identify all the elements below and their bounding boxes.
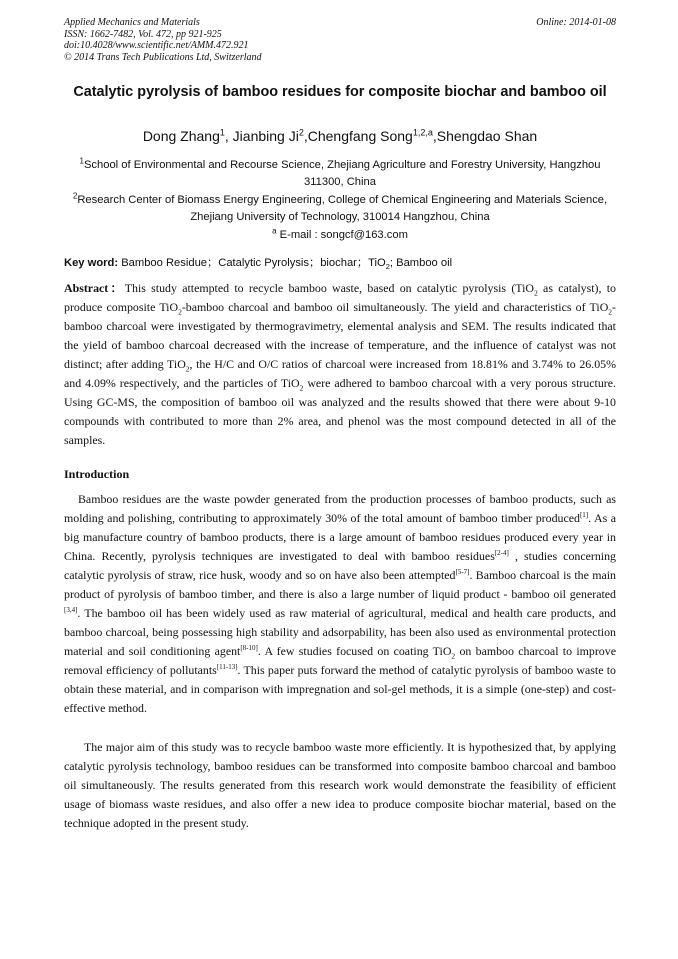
body-text: Bamboo residues are the waste powder generated from the production processes of bamboo products, such as molding and polishing, contributing to approximately 30% of the total amount of bamboo timber produced: [64, 492, 616, 525]
affiliation-2: [64, 192, 616, 226]
body-text: . Bamboo charcoal is the main product of pyrolysis of bamboo timber, and there is also a large number of liquid product - bamboo oil generated: [64, 568, 616, 601]
abstract-text: were adhered to bamboo charcoal with a very porous structure. Using GC-MS, the composition of bamboo oil was analyzed and the results showed that there were about 9-10 compounds with contributed to more than 2% area, and phenol was the most compound detected in all of the samples.: [64, 376, 617, 447]
body-text: . The bamboo oil has been widely used as raw material of agricultural, medical and health care products, and bamboo charcoal, being possessing high stability and adsorpability, has been also used as environmental protection material and soil conditioning agent: [64, 606, 616, 658]
corresponding-email: [64, 227, 616, 244]
paper-title: Catalytic pyrolysis of bamboo residues for composite biochar and bamboo oil: [73, 84, 607, 100]
keywords: [64, 256, 616, 270]
abstract-text: as catalyst), to produce composite TiO: [64, 281, 616, 314]
keyword: biochar: [320, 257, 357, 269]
subscript: 2: [185, 364, 190, 374]
citation-ref: [5-7]: [455, 568, 470, 577]
affiliation-text: Research Center of Biomass Energy Engineering, College of Chemical Engineering and Materials Science, Zhejiang University of Technology, 310014 Hangzhou, China: [77, 194, 608, 223]
subscript: 2: [299, 383, 304, 393]
author-name: Chengfang Song: [307, 128, 413, 144]
citation-ref: [8-10]: [240, 644, 258, 653]
author-separator: ,: [224, 128, 233, 144]
abstract-paragraph: [64, 279, 616, 450]
author-separator: ,: [303, 128, 308, 144]
author-list: [64, 127, 616, 145]
section-heading-introduction: Introduction: [64, 467, 130, 481]
keyword-separator: ；: [356, 257, 369, 269]
abstract-text: , the H/C and O/C ratios of charcoal were increased from 18.81% and 3.74% to 26.05% and 4.09% respectively, and the particles of TiO: [64, 357, 616, 390]
body-text: on bamboo charcoal to improve removal efficiency of pollutants: [64, 644, 616, 677]
email-text: E-mail : songcf@163.com: [279, 229, 408, 241]
keyword: ; Bamboo oil: [389, 257, 453, 269]
citation-ref: [3,4]: [64, 606, 78, 615]
affiliation-1: [64, 157, 616, 191]
author-separator: ,: [432, 128, 437, 144]
author-affiliation-mark: 1,2,a: [412, 127, 433, 138]
abstract-text: This study attempted to recycle bamboo waste, based on catalytic pyrolysis (TiO: [124, 281, 535, 295]
author-name: Dong Zhang: [142, 128, 220, 144]
author-name: Shengdao Shan: [436, 128, 538, 144]
journal-name: Applied Mechanics and Materials: [64, 17, 200, 28]
author-name: Jianbing Ji: [232, 128, 299, 144]
abstract-text: -bamboo charcoal and bamboo oil simultaneously. The yield and characteristics of TiO: [181, 300, 609, 314]
copyright-line: © 2014 Trans Tech Publications Ltd, Switzerland: [64, 51, 262, 63]
body-text: , studies concerning catalytic pyrolysis of straw, rice husk, woody and so on have also been attempted: [64, 549, 617, 582]
abstract-text: -bamboo charcoal were investigated by thermogravimetry, elemental analysis and SEM. The results indicated that the yield of bamboo charcoal decreased with the increase of temperature, and the influence of catalyst was not distinct; after adding TiO: [64, 300, 616, 371]
affiliation-text: School of Environmental and Recourse Science, Zhejiang Agriculture and Forestry University, Hangzhou 311300, China: [83, 159, 601, 188]
subscript: 2: [178, 307, 182, 317]
keywords-label: Key word:: [64, 257, 119, 269]
doi-line: doi:10.4028/www.scientific.net/AMM.472.921: [64, 40, 249, 52]
online-date: Online: 2014-01-08: [536, 17, 616, 28]
keyword-subscript: 2: [385, 262, 390, 272]
body-text: . As a big manufacture country of bamboo products, there is a large amount of bamboo residues produced every year in China. Recently, pyrolysis techniques are investigated to deal with bamboo residues: [64, 511, 616, 563]
keyword-separator: ；: [309, 257, 321, 269]
introduction-paragraph-1: [64, 490, 616, 718]
author-affiliation-mark: 2: [298, 127, 304, 138]
affiliation-mark: 1: [79, 156, 84, 166]
citation-ref: [11-13]: [216, 663, 238, 672]
journal-header: [64, 17, 616, 63]
author-affiliation-mark: 1: [219, 127, 225, 138]
body-text: . A few studies focused on coating TiO: [257, 644, 452, 658]
issn-line: ISSN: 1662-7482, Vol. 472, pp 921-925: [64, 28, 222, 40]
subscript: 2: [451, 651, 456, 661]
introduction-paragraph-2: The major aim of this study was to recycle bamboo waste more efficiently. It is hypothesized that, by applying catalytic pyrolysis technology, bamboo residues can be transformed into composite bamboo charcoal and bamboo oil simultaneously. The results generated from this research work would demonstrate the feasibility of efficient usage of biomass waste residues, and also offer a new idea to produce composite biochar material, based on the technique adopted in the present study.: [64, 740, 616, 830]
body-text: . This paper puts forward the method of catalytic pyrolysis of bamboo waste to obtain these material, and in comparison with impregnation and sol-gel methods, it is a simple (one-step) and cost-effective method.: [64, 663, 616, 715]
abstract-label: Abstract：: [64, 281, 125, 295]
keyword: Bamboo Residue: [121, 257, 208, 269]
affiliation-mark: 2: [72, 191, 78, 201]
citation-ref: [1]: [579, 511, 589, 520]
email-mark: a: [272, 226, 277, 236]
subscript: 2: [608, 307, 613, 317]
citation-ref: [2-4]: [494, 549, 509, 558]
keyword: Catalytic Pyrolysis: [218, 257, 309, 269]
keyword: TiO: [368, 257, 386, 269]
subscript: 2: [534, 288, 538, 298]
keyword-separator: ；: [207, 257, 219, 269]
